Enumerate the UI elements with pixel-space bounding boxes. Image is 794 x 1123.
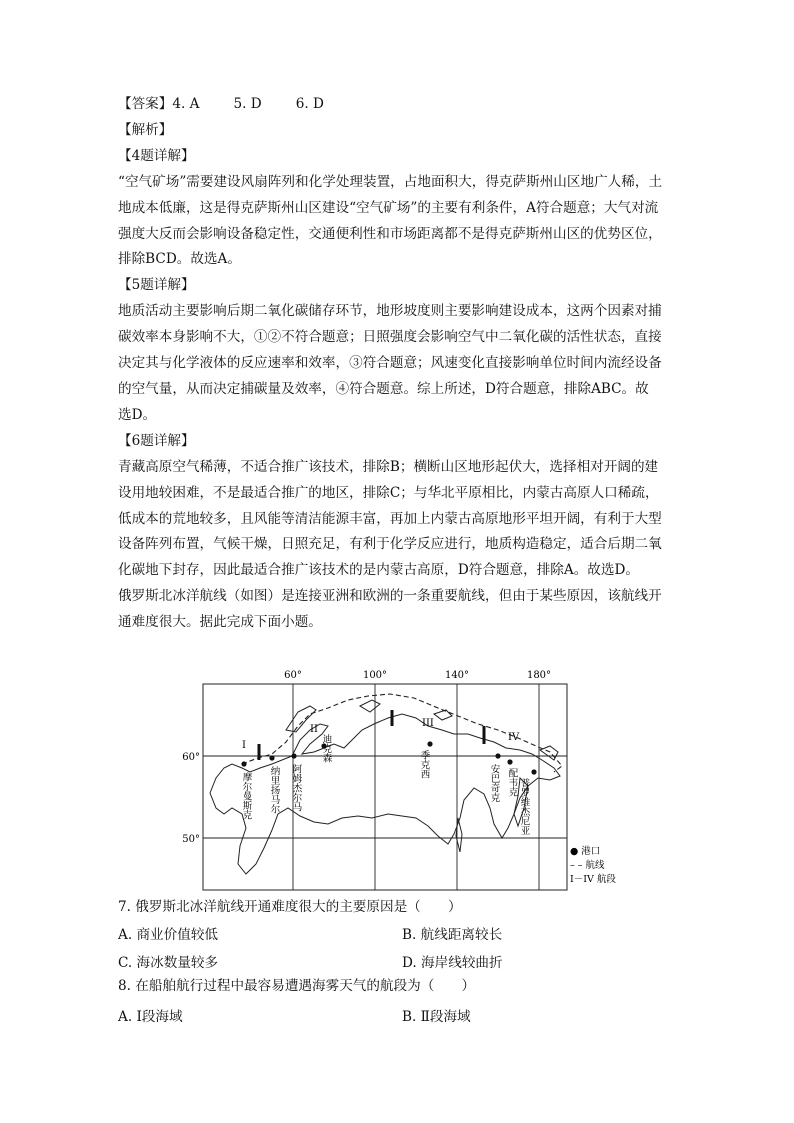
q8-stem: 8. 在船舶航行过程中最容易遭遇海雾天气的航段为（ ）	[118, 978, 476, 994]
lat-label: 50°	[182, 834, 200, 845]
port-label: 配韦克	[506, 768, 518, 797]
port-dot	[241, 761, 246, 766]
arctic-route-map	[182, 668, 616, 892]
q5-line: 决定其与化学液体的反应速率和效率，③符合题意；风速变化直接影响单位时间内流经设备	[118, 355, 662, 372]
q6-line: 设备阵列布置，气候干燥，日照充足，有利于化学反应进行，地质构造稳定，适合后期二氧	[118, 536, 662, 553]
legend-segment: I－IV 航段	[570, 874, 616, 885]
segment-label: II	[310, 724, 318, 735]
port-dot	[531, 769, 536, 774]
lon-label: 100°	[362, 670, 388, 681]
q8-option-b: B. Ⅱ段海域	[402, 1009, 471, 1025]
answer-line: 【答案】4. A 5. D 6. D	[118, 96, 324, 112]
q7-option-a: A. 商业价值较低	[118, 927, 219, 943]
q5-head: 【5题详解】	[118, 277, 195, 294]
port-label: 安巴奇克	[488, 764, 500, 802]
intro-line: 俄罗斯北冰洋航线（如图）是连接亚洲和欧洲的一条重要航线，但由于某些原因，该航线开	[118, 588, 662, 605]
lat-label: 60°	[182, 752, 200, 763]
analysis-text	[118, 92, 688, 636]
segment-label: I	[242, 740, 246, 751]
lon-label: 60°	[284, 670, 302, 681]
port-label: 摩尔曼斯克	[240, 772, 252, 820]
q5-line: 地质活动主要影响后期二氧化碳储存环节，地形坡度则主要影响建设成本，这两个因素对捕	[118, 303, 662, 320]
q5-line: 的空气量，从而决定捕碳量及效率，④符合题意。综上所述，D符合题意，排除ABC。故	[118, 380, 649, 397]
q7-option-d: D. 海岸线较曲折	[402, 955, 503, 971]
intro-line: 通难度很大。据此完成下面小题。	[118, 614, 322, 631]
q4-line: “空气矿场”需要建设风扇阵列和化学处理装置，占地面积大，得克萨斯州山区地广人稀，土	[118, 173, 663, 190]
q4-line: 强度大反而会影响设备稳定性，交通便利性和市场距离都不是得克萨斯州山区的优势区位，	[118, 225, 662, 242]
port-dot	[507, 759, 512, 764]
q4-head: 【4题详解】	[118, 147, 195, 164]
legend-port: ● 港口	[570, 846, 601, 857]
segment-label: III	[422, 718, 434, 729]
port-dot	[495, 753, 500, 758]
port-dot	[269, 755, 274, 760]
port-label: 季克西	[418, 750, 430, 779]
port-label: 迪克森	[320, 734, 332, 763]
q6-line: 青藏高原空气稀薄，不适合推广该技术，排除B；横断山区地形起伏大，选择相对开阔的建	[118, 458, 659, 475]
q6-head: 【6题详解】	[118, 432, 195, 449]
port-dot	[427, 741, 432, 746]
lon-label: 180°	[526, 670, 552, 681]
q6-line: 低成本的荒地较多，且风能等清洁能源丰富，再加上内蒙古高原地形平坦开阔，有利于大型	[118, 510, 662, 527]
q4-line: 地成本低廉，这是得克萨斯州山区建设“空气矿场”的主要有利条件，A符合题意；大气对流	[118, 199, 659, 216]
q6-line: 化碳地下封存，因此最适合推广该技术的是内蒙古高原，D符合题意，排除A。故选D。	[118, 562, 639, 579]
q7-stem: 7. 俄罗斯北冰洋航线开通难度很大的主要原因是（ ）	[118, 899, 462, 915]
q7-option-c: C. 海冰数量较多	[118, 955, 219, 971]
port-dot	[291, 753, 296, 758]
legend-route: – – 航线	[570, 860, 605, 871]
port-label: 阿姆杰尔马	[290, 764, 302, 812]
q6-line: 设用地较困难，不是最适合推广的地区，排除C；与华北平原相比，内蒙古高原人口稀疏，	[118, 484, 659, 501]
lon-label: 140°	[444, 670, 470, 681]
q8-option-a: A. Ⅰ段海域	[118, 1009, 183, 1025]
port-label: 纳里扬马尔	[268, 766, 280, 814]
q7-option-b: B. 航线距离较长	[402, 927, 503, 943]
analysis-head: 【解析】	[118, 121, 173, 138]
q4-line: 排除BCD。故选A。	[118, 251, 241, 268]
q5-line: 碳效率本身影响不大，①②不符合题意；日照强度会影响空气中二氧化碳的活性状态，直接	[118, 329, 662, 346]
segment-label: IV	[508, 732, 520, 743]
port-label: 普罗维杰尼亚	[518, 778, 530, 835]
q5-line: 选D。	[118, 406, 157, 423]
